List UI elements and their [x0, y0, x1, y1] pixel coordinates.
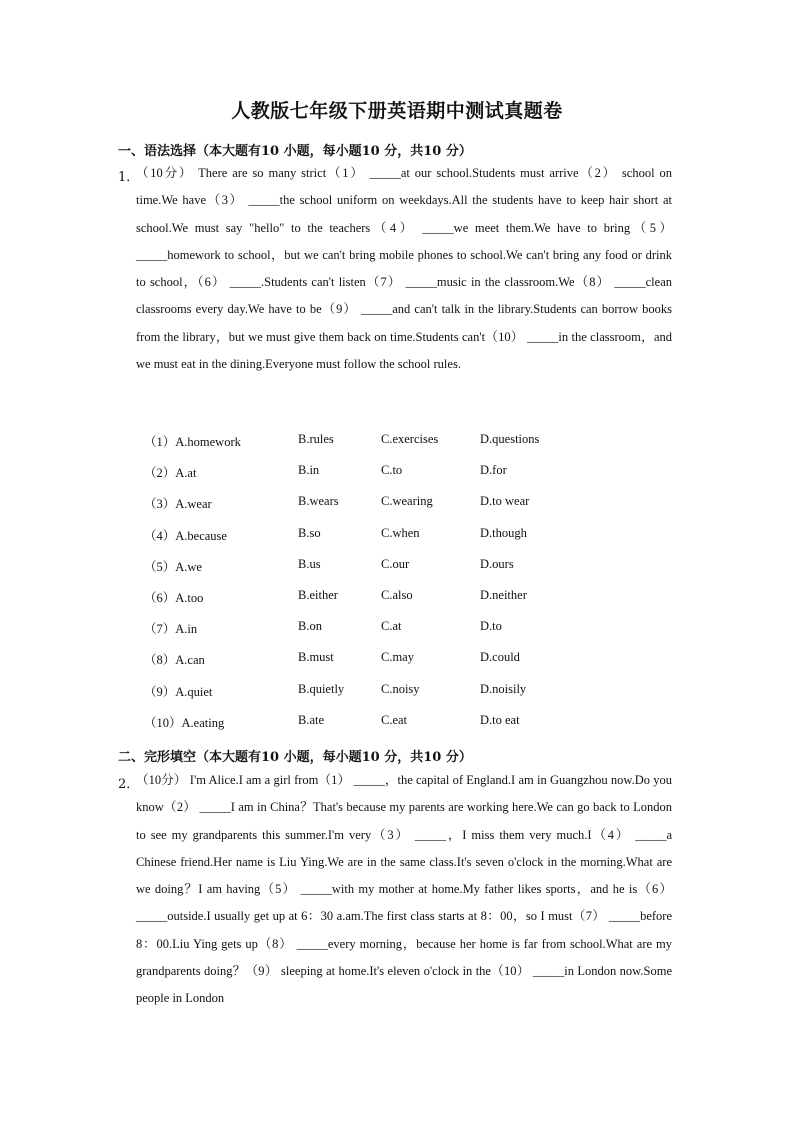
option-choice: （6）A.too	[144, 590, 204, 605]
option-choice: D.to eat	[480, 712, 520, 727]
option-choice: C.exercises	[381, 432, 439, 446]
option-row	[144, 557, 644, 588]
option-choice: B.on	[298, 619, 322, 634]
option-choice: D.could	[480, 650, 520, 665]
option-choice: D.neither	[480, 587, 527, 602]
option-choice: B.quietly	[298, 681, 345, 696]
option-choice: C.when	[381, 525, 420, 540]
option-choice: C.eat	[381, 712, 408, 727]
section-2-heading: 二、完形填空（本大题有10 小题，每小题10 分，共10 分）	[118, 750, 472, 765]
question-1-number: 1．	[118, 170, 140, 185]
option-row	[144, 650, 644, 681]
option-choice: （9）A.quiet	[144, 684, 213, 699]
question-1-options	[144, 432, 644, 744]
option-choice: （8）A.can	[144, 653, 205, 668]
question-2-passage: （10分） I'm Alice.I am a girl from（1） _____，the capital of England.I am in Guangzhou now.Do you know（2） _____I am in China？That's because my parents are working here.We can go back to London to see my grandparents this summer.I'm very（3） _____，I miss them very much.I（4） _____a Chinese friend.Her name is Liu Ying.We are in the same class.It's seven o'clock in the morning.What are we doing？I am having（5） _____with my mother at home.My father likes sports，and he is（6） _____outside.I usually get up at 6：30 a.am.The first class starts at 8：00，so I must（7） _____before 8：00.Liu Ying gets up（8） _____every morning，because her home is far from school.What are my grandparents doing？（9） sleeping at home.It's eleven o'clock in the（10） _____in London now.Some people in London	[136, 773, 672, 1006]
option-row	[144, 713, 644, 744]
option-choice: B.ate	[298, 712, 325, 727]
option-choice: （3）A.wear	[144, 497, 212, 512]
option-choice: C.also	[381, 587, 413, 602]
option-choice: D.noisily	[480, 681, 527, 696]
option-row	[144, 463, 644, 494]
option-row	[144, 619, 644, 650]
option-choice: （1）A.homework	[144, 435, 241, 449]
option-choice: （4）A.because	[144, 528, 227, 543]
option-choice: B.either	[298, 587, 338, 602]
option-row	[144, 432, 644, 463]
option-choice: B.wears	[298, 494, 339, 509]
option-choice: B.rules	[298, 432, 334, 446]
option-choice: C.may	[381, 650, 414, 665]
section-1-heading: 一、语法选择（本大题有10 小题，每小题10 分，共10 分）	[118, 144, 472, 159]
question-1-passage: （10分） There are so many strict（1） _____at our school.Students must arrive（2） school on time.We have（3） _____the school uniform on weekdays.All the students have to keep hair short at school.We must say "hello" to the teachers（4） _____we meet them.We have to bring（5） _____homework to school，but we can't bring mobile phones to school.We can't bring any food or drink to school，（6） _____.Students can't listen（7） _____music in the classroom.We（8） _____clean classrooms every day.We have to be（9） _____and can't talk in the library.Students can borrow books from the library，but we must give them back on time.Students can't（10） _____in the classroom，and we must eat in the dining.Everyone must follow the school rules.	[136, 166, 672, 372]
page-title: 人教版七年级下册英语期中测试真题卷	[231, 100, 563, 122]
option-choice: B.in	[298, 463, 320, 478]
option-choice: B.so	[298, 525, 321, 540]
option-choice: D.for	[480, 463, 507, 478]
question-2-number: 2．	[118, 777, 140, 792]
option-choice: D.to wear	[480, 494, 530, 509]
option-choice: B.us	[298, 556, 321, 571]
option-choice: （10）A.eating	[144, 715, 225, 730]
option-choice: D.ours	[480, 556, 514, 571]
option-choice: D.questions	[480, 432, 540, 446]
option-choice: （5）A.we	[144, 559, 202, 574]
option-choice: （2）A.at	[144, 466, 197, 481]
option-choice: D.to	[480, 619, 502, 634]
option-choice: C.wearing	[381, 494, 433, 509]
option-choice: D.though	[480, 525, 527, 540]
option-choice: C.to	[381, 463, 403, 478]
option-row	[144, 494, 644, 525]
option-choice: （7）A.in	[144, 622, 198, 637]
option-choice: C.our	[381, 556, 410, 571]
option-row	[144, 588, 644, 619]
option-choice: C.noisy	[381, 681, 420, 696]
option-row	[144, 526, 644, 557]
option-choice: C.at	[381, 619, 402, 634]
option-choice: B.must	[298, 650, 334, 665]
option-row	[144, 682, 644, 713]
